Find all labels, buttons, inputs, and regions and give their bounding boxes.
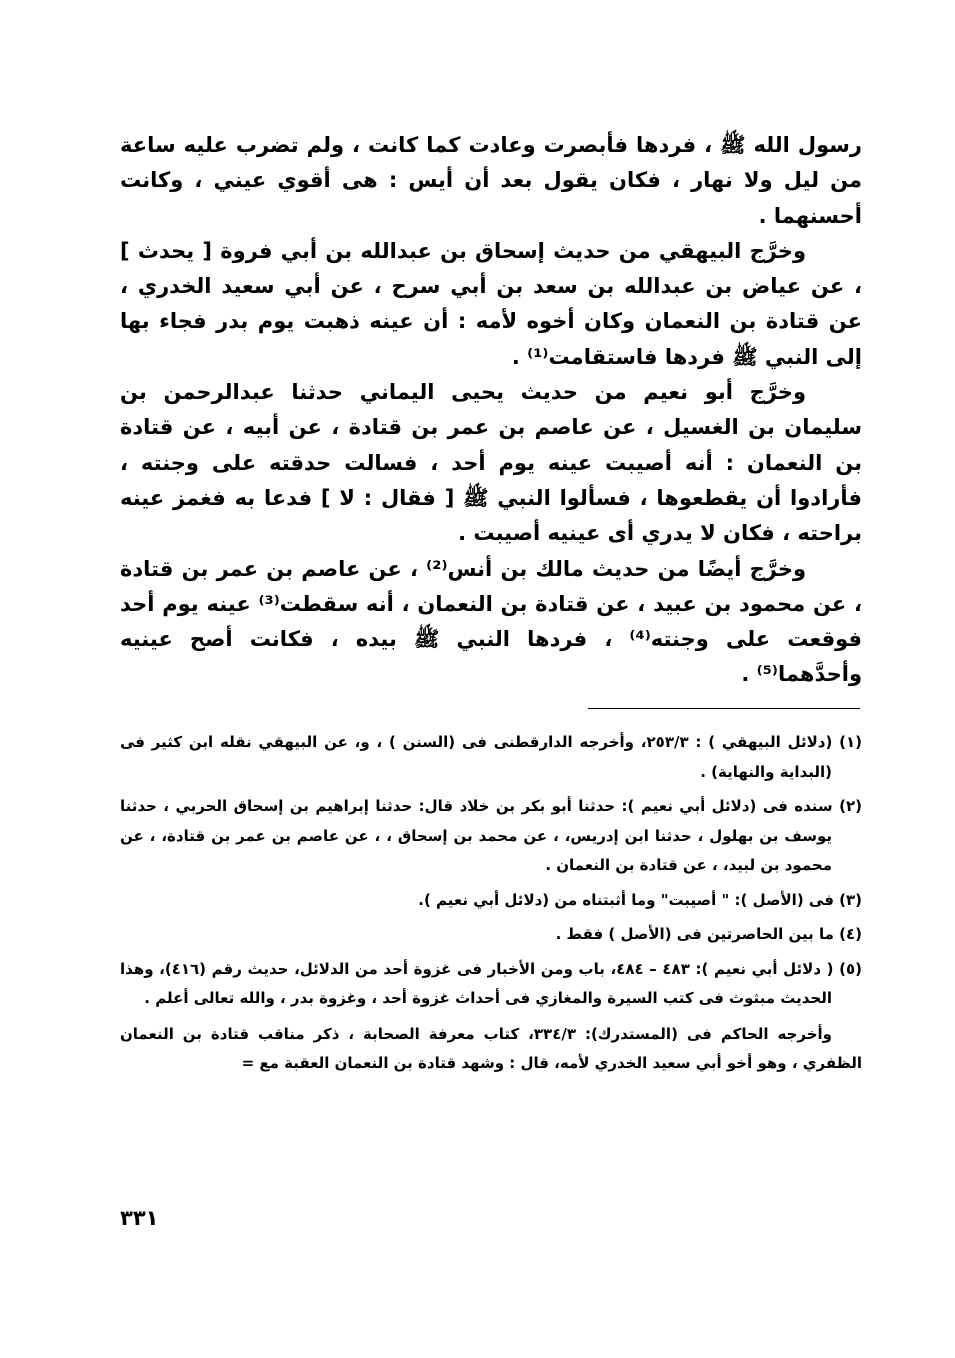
paragraph-1: رسول الله ﷺ ، فردها فأبصرت وعادت كما كانت ، ولم تضرب عليه ساعة من ليل ولا نهار ، فكان يقول بعد أن أيس : هى أقوي عيني ، وكانت أحسنهما . <box>120 133 862 228</box>
footnote-2: (٢) سنده فى (دلائل أبي نعيم ): حدثنا أبو بكر بن خلاد قال: حدثنا إبراهيم بن إسحاق الحربي ، حدثنا يوسف بن بهلول ، حدثنا ابن إدريس، ، عن محمد بن إسحاق ، ، عن عاصم بن عمر بن قتادة، ، عن محمود بن لبيد، ، عن قتادة بن النعمان . <box>120 797 862 874</box>
footnote-separator <box>588 708 860 709</box>
footnote-continuation: وأخرجه الحاكم فى (المستدرك): ٣٣٤/٣، كتاب معرفة الصحابة ، ذكر مناقب قتادة بن النعمان الظفري ، وهو أخو أبي سعيد الخدري لأمه، قال : وشهد قتادة بن النعمان العقبة مع = <box>120 1024 862 1072</box>
footnote-4: (٤) ما بين الحاصرتين فى (الأصل ) فقط . <box>555 925 862 943</box>
paragraph-2: وخرَّج البيهقي من حديث إسحاق بن عبدالله بن أبي فروة [ يحدث ] ، عن عياض بن عبدالله بن سعد بن أبي سرح ، عن أبي سعيد الخدري ، عن قتادة بن النعمان وكان أخوه لأمه : أن عينه ذهبت يوم بدر فجاء بها إلى النبي ﷺ فردها فاستقامت⁽¹⁾ . <box>120 238 862 369</box>
paragraph-4: وخرَّج أيضًا من حديث مالك بن أنس⁽²⁾ ، عن عاصم بن عمر بن قتادة ، عن محمود بن عبيد ، عن قتادة بن النعمان ، أنه سقطت⁽³⁾ عينه يوم أحد فوقعت على وجنته⁽⁴⁾ ، فردها النبي ﷺ بيده ، فكانت أصح عينيه وأحدَّهما⁽⁵⁾ . <box>120 556 862 687</box>
footnote-3: (٣) فى (الأصل ): " أصيبت" وما أثبتناه من (دلائل أبي نعيم ). <box>418 890 862 909</box>
footnotes <box>120 728 862 1079</box>
paragraph-3: وخرَّج أبو نعيم من حديث يحيى اليماني حدثنا عبدالرحمن بن سليمان بن الغسيل ، عن عاصم بن عمر بن قتادة ، عن أبيه ، عن قتادة بن النعمان : أنه أصيبت عينه يوم أحد ، فسالت حدقته على وجنته ، فأرادوا أن يقطعوها ، فسألوا النبي ﷺ [ فقال : لا ] فدعا به فغمز عينه براحته ، فكان لا يدري أى عينيه أصيبت . <box>120 380 862 546</box>
main-text <box>120 128 862 693</box>
page-number: ٣٣١ <box>120 1206 159 1230</box>
footnote-5: (٥) ( دلائل أبي نعيم ): ٤٨٣ – ٤٨٤، باب ومن الأخبار فى غزوة أحد من الدلائل، حديث رقم (٤١٦)، وهذا الحديث مبثوث فى كتب السيرة والمغازي فى أحداث غزوة أحد ، وغزوة بدر ، والله تعالى أعلم . <box>120 959 862 1007</box>
footnote-1: (١) (دلائل البيهقي ) : ٢٥٣/٣، وأخرجه الدارقطنى فى (السنن ) ، و، عن البيهقي نقله ابن كثير فى (البداية والنهاية) . <box>120 733 862 781</box>
